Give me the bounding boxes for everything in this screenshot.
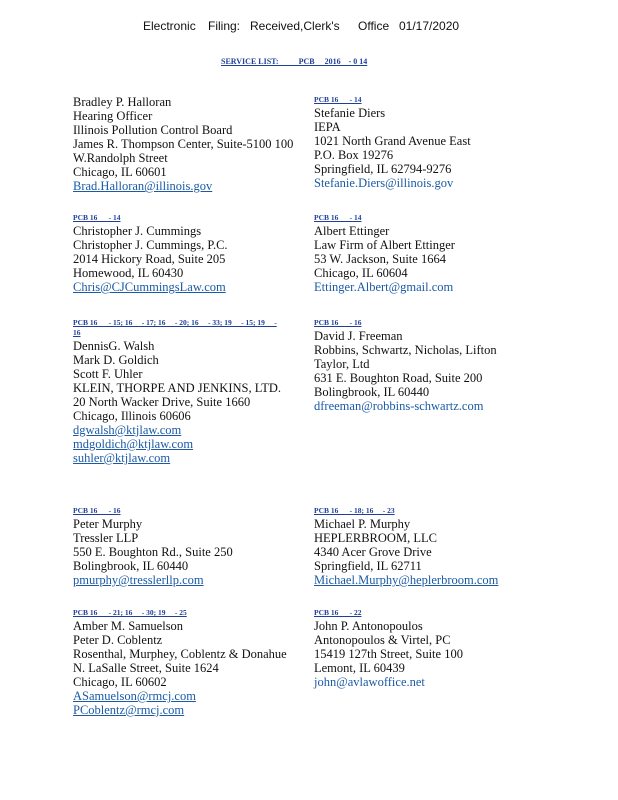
email-link[interactable]: Brad.Halloran@illinois.gov bbox=[73, 179, 213, 193]
email-link[interactable]: ASamuelson@rmcj.com bbox=[73, 689, 196, 703]
address-line: Tressler LLP bbox=[73, 531, 139, 545]
service-entry bbox=[73, 318, 298, 465]
address-line: Hearing Officer bbox=[73, 109, 153, 123]
address-line: Antonopoulos & Virtel, PC bbox=[314, 633, 451, 647]
email-link[interactable]: john@avlawoffice.net bbox=[314, 675, 425, 689]
service-entry bbox=[73, 608, 313, 717]
address-line: Chicago, IL 60601 bbox=[73, 165, 167, 179]
service-entry bbox=[73, 213, 313, 294]
email-link[interactable]: Ettinger.Albert@gmail.com bbox=[314, 280, 454, 294]
service-entry bbox=[314, 213, 554, 294]
service-entry bbox=[314, 95, 554, 190]
address-line: Illinois Pollution Control Board bbox=[73, 123, 233, 137]
email-link[interactable]: dgwalsh@ktjlaw.com bbox=[73, 423, 182, 437]
address-line: P.O. Box 19276 bbox=[314, 148, 394, 162]
header-received: Received,Clerk's bbox=[250, 19, 340, 33]
service-entry bbox=[73, 95, 313, 193]
address-line: Rosenthal, Murphey, Coblentz & Donahue bbox=[73, 647, 287, 661]
address-line: Homewood, IL 60430 bbox=[73, 266, 184, 280]
address-line: 4340 Acer Grove Drive bbox=[314, 545, 432, 559]
address-line: Christopher J. Cummings, P.C. bbox=[73, 238, 228, 252]
contact-name: Stefanie Diers bbox=[314, 106, 386, 120]
header-electronic: Electronic bbox=[143, 19, 196, 33]
address-line: Mark D. Goldich bbox=[73, 353, 159, 367]
contact-name: Bradley P. Halloran bbox=[73, 95, 172, 109]
contact-name: DennisG. Walsh bbox=[73, 339, 155, 353]
service-entry bbox=[314, 506, 554, 587]
contact-name: Peter Murphy bbox=[73, 517, 143, 531]
address-line: Chicago, IL 60604 bbox=[314, 266, 408, 280]
address-line: Peter D. Coblentz bbox=[73, 633, 163, 647]
address-line: Bolingbrook, IL 60440 bbox=[314, 385, 430, 399]
address-line: 53 W. Jackson, Suite 1664 bbox=[314, 252, 446, 266]
contact-name: Michael P. Murphy bbox=[314, 517, 411, 531]
pcb-case-number: PCB 16 - 16 bbox=[73, 506, 121, 515]
email-link[interactable]: suhler@ktjlaw.com bbox=[73, 451, 171, 465]
pcb-case-number: PCB 16 - 15; 16 - 17; 16 - 20; 16 - 33; 19 - 15; 19 - 16 bbox=[73, 318, 277, 337]
pcb-case-number: PCB 16 - 18; 16 - 23 bbox=[314, 506, 395, 515]
pcb-case-number: PCB 16 - 16 bbox=[314, 318, 362, 327]
contact-name: John P. Antonopoulos bbox=[314, 619, 423, 633]
address-line: 20 North Wacker Drive, Suite 1660 bbox=[73, 395, 251, 409]
pcb-case-number: PCB 16 - 22 bbox=[314, 608, 362, 617]
address-line: Law Firm of Albert Ettinger bbox=[314, 238, 455, 252]
address-line: 550 E. Boughton Rd., Suite 250 bbox=[73, 545, 233, 559]
address-line: Chicago, IL 60602 bbox=[73, 675, 167, 689]
contact-name: Albert Ettinger bbox=[314, 224, 390, 238]
pcb-case-number: PCB 16 - 21; 16 - 30; 19 - 25 bbox=[73, 608, 187, 617]
email-link[interactable]: Stefanie.Diers@illinois.gov bbox=[314, 176, 454, 190]
address-line: Robbins, Schwartz, Nicholas, Lifton bbox=[314, 343, 497, 357]
contact-name: Amber M. Samuelson bbox=[73, 619, 184, 633]
address-line: Scott F. Uhler bbox=[73, 367, 143, 381]
service-list-title: SERVICE LIST: PCB 2016 - 0 14 bbox=[221, 57, 368, 66]
address-line: Taylor, Ltd bbox=[314, 357, 370, 371]
address-line: Bolingbrook, IL 60440 bbox=[73, 559, 189, 573]
address-line: 631 E. Boughton Road, Suite 200 bbox=[314, 371, 483, 385]
address-line: KLEIN, THORPE AND JENKINS, LTD. bbox=[73, 381, 281, 395]
email-link[interactable]: Michael.Murphy@heplerbroom.com bbox=[314, 573, 499, 587]
email-link[interactable]: Chris@CJCummingsLaw.com bbox=[73, 280, 226, 294]
service-entry bbox=[314, 608, 554, 689]
header-filing: Filing: bbox=[208, 19, 241, 33]
header-office: Office bbox=[358, 19, 390, 33]
pcb-case-number: PCB 16 - 14 bbox=[314, 95, 362, 104]
address-line: W.Randolph Street bbox=[73, 151, 168, 165]
pcb-case-number: PCB 16 - 14 bbox=[314, 213, 362, 222]
email-link[interactable]: PCoblentz@rmcj.com bbox=[73, 703, 185, 717]
email-link[interactable]: pmurphy@tresslerllp.com bbox=[73, 573, 204, 587]
contact-name: David J. Freeman bbox=[314, 329, 403, 343]
address-line: 2014 Hickory Road, Suite 205 bbox=[73, 252, 226, 266]
email-link[interactable]: dfreeman@robbins-schwartz.com bbox=[314, 399, 484, 413]
address-line: Springfield, IL 62794-9276 bbox=[314, 162, 452, 176]
service-entry bbox=[314, 318, 554, 413]
email-link[interactable]: mdgoldich@ktjlaw.com bbox=[73, 437, 194, 451]
address-line: James R. Thompson Center, Suite-5100 100 bbox=[73, 137, 294, 151]
address-line: 15419 127th Street, Suite 100 bbox=[314, 647, 463, 661]
header-date: 01/17/2020 bbox=[399, 19, 460, 33]
contact-name: Christopher J. Cummings bbox=[73, 224, 202, 238]
address-line: Chicago, Illinois 60606 bbox=[73, 409, 191, 423]
service-entry bbox=[73, 506, 313, 587]
address-line: 1021 North Grand Avenue East bbox=[314, 134, 471, 148]
pcb-case-number: PCB 16 - 14 bbox=[73, 213, 121, 222]
address-line: N. LaSalle Street, Suite 1624 bbox=[73, 661, 219, 675]
address-line: HEPLERBROOM, LLC bbox=[314, 531, 437, 545]
address-line: Springfield, IL 62711 bbox=[314, 559, 422, 573]
address-line: IEPA bbox=[314, 120, 341, 134]
address-line: Lemont, IL 60439 bbox=[314, 661, 405, 675]
